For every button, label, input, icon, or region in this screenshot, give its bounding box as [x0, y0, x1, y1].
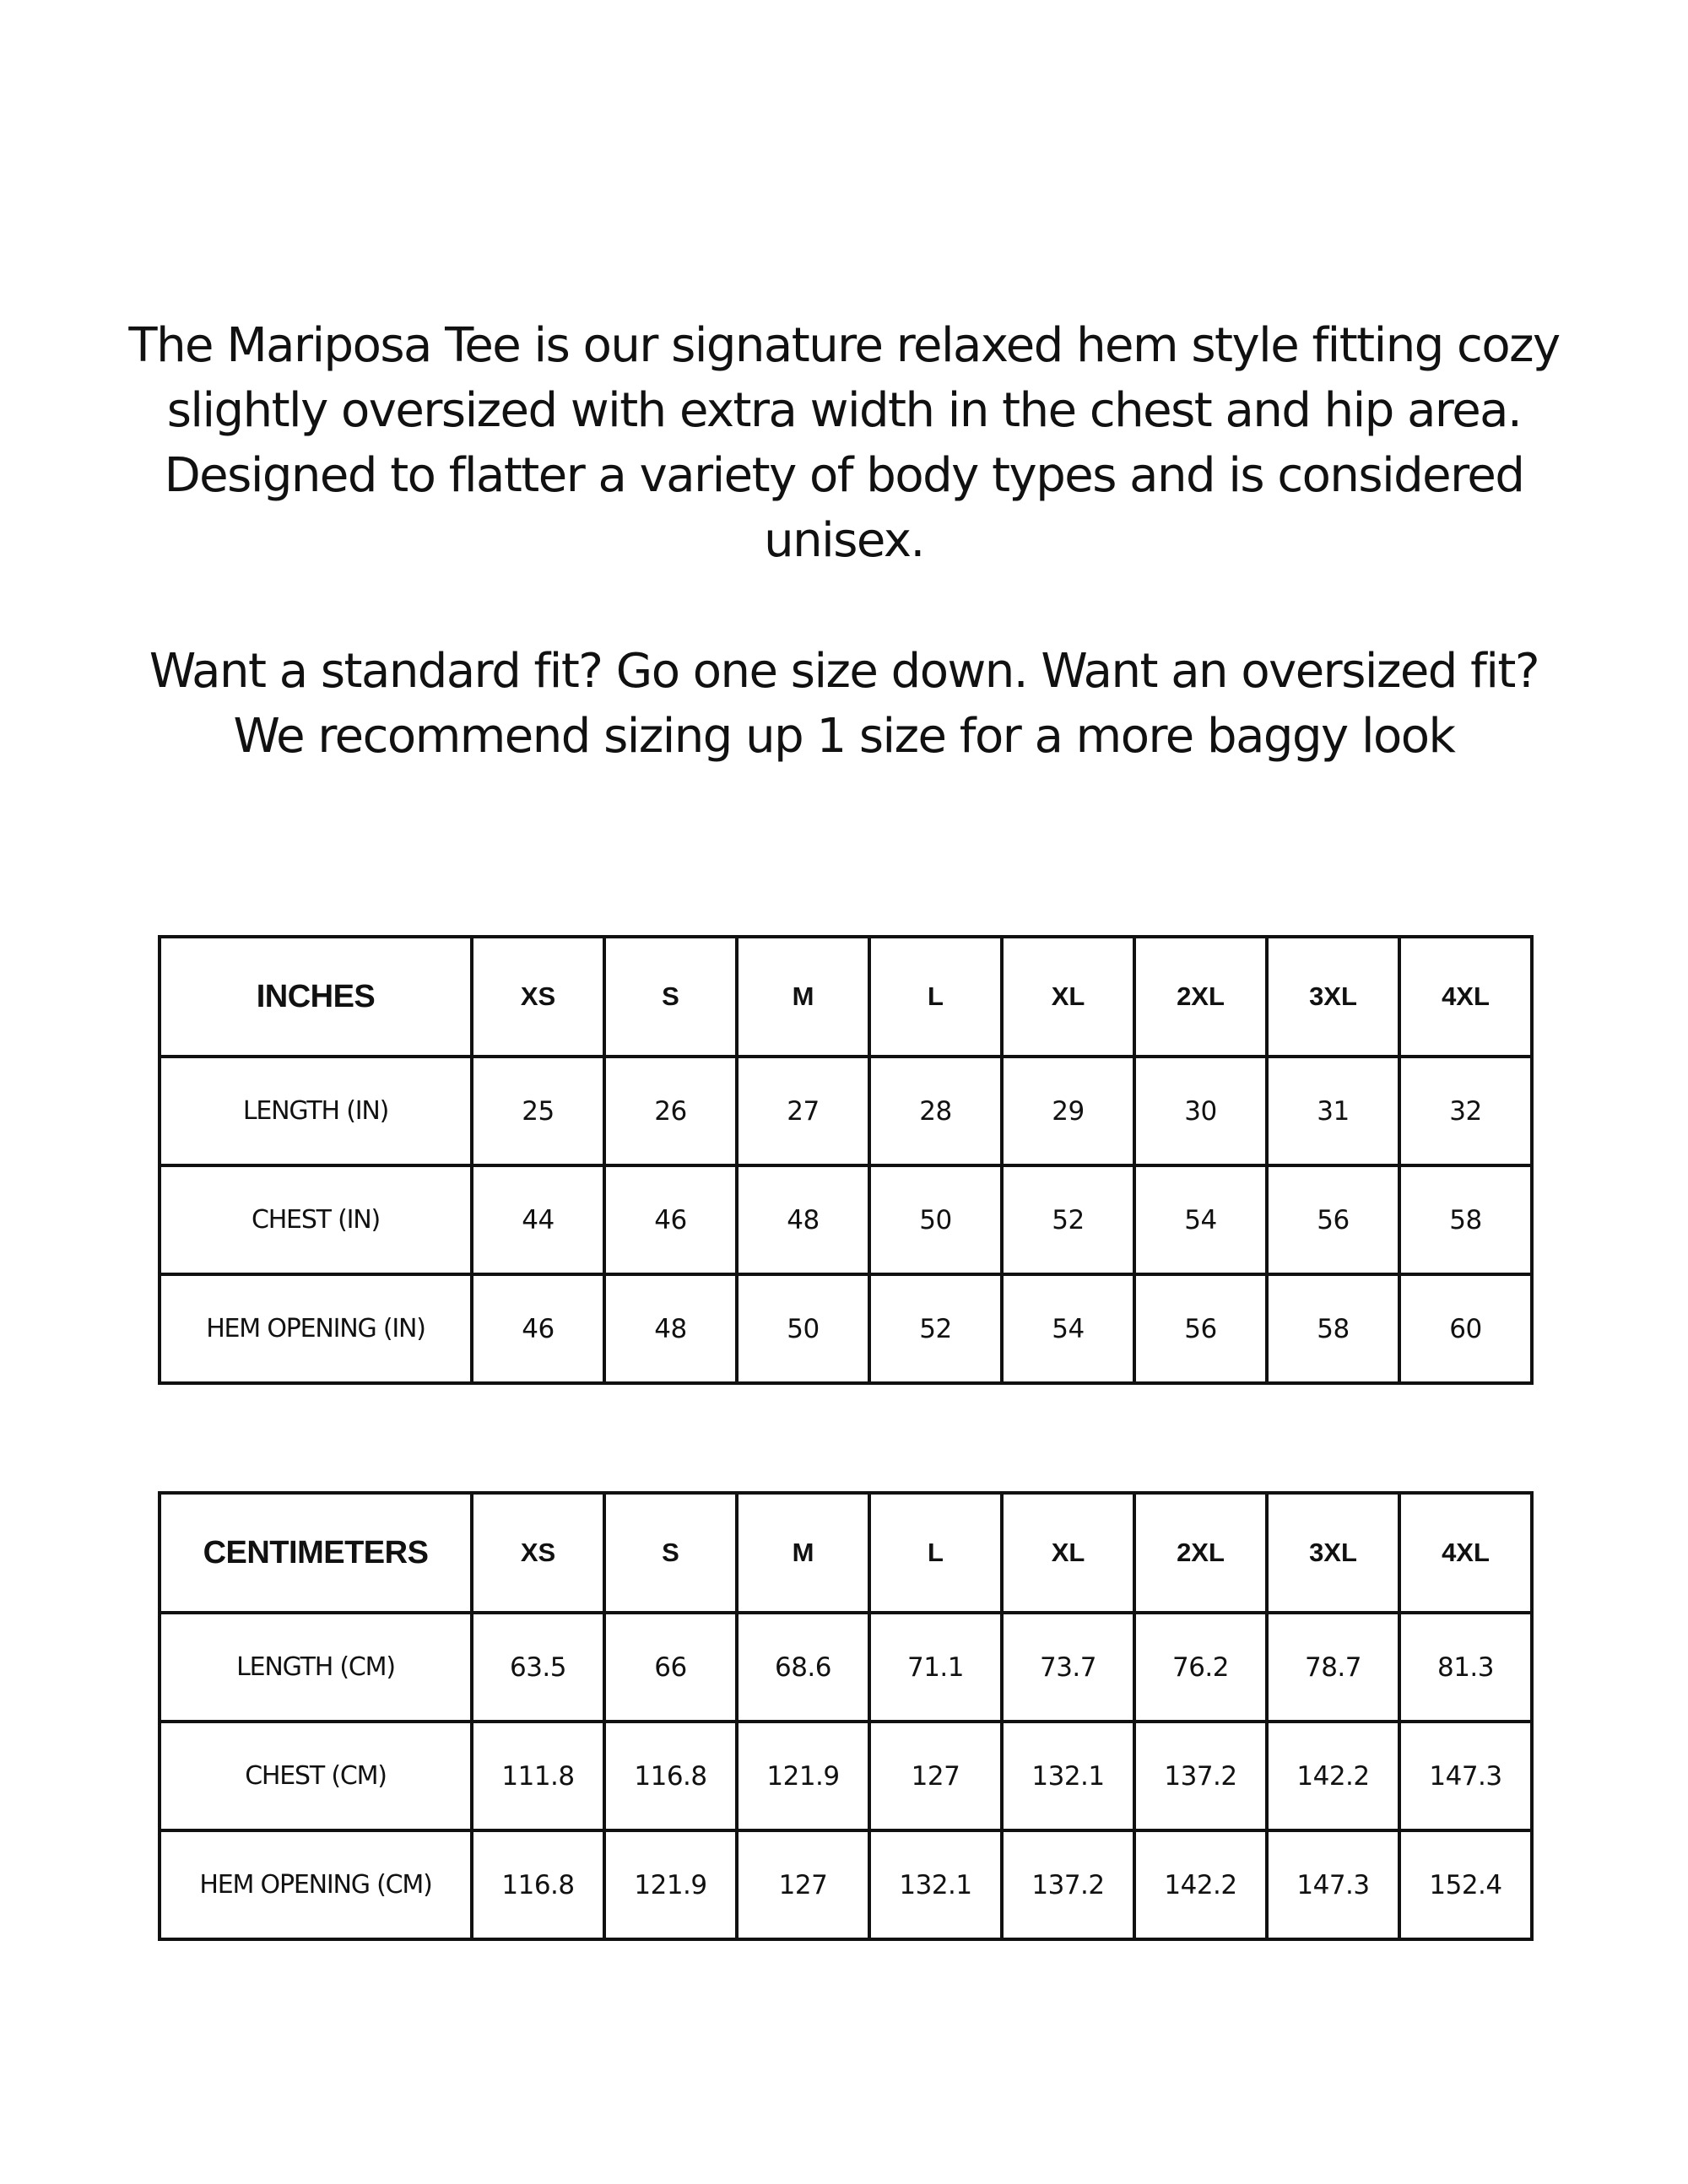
table-cell: 44	[472, 1165, 604, 1274]
table-cell: 147.3	[1267, 1830, 1399, 1939]
size-chart-inches	[158, 935, 1534, 1385]
table-cell: 121.9	[737, 1722, 869, 1830]
table-cell: 71.1	[869, 1613, 1002, 1722]
table-header-row	[160, 1493, 1532, 1613]
table-cell: 30	[1134, 1057, 1267, 1165]
table-cell: 116.8	[472, 1830, 604, 1939]
size-header: L	[869, 1493, 1002, 1613]
table-cell: 27	[737, 1057, 869, 1165]
intro-paragraph-fit-description: The Mariposa Tee is our signature relaxed hem style fitting cozy slightly oversized with extra width in the chest and hip area. Designed to flatter a variety of body types and is considered unisex.	[128, 318, 1560, 568]
row-label: LENGTH (CM)	[160, 1613, 472, 1722]
table-row	[160, 1722, 1532, 1830]
table-cell: 63.5	[472, 1613, 604, 1722]
size-header: XS	[472, 1493, 604, 1613]
table-cell: 56	[1267, 1165, 1399, 1274]
table-cell: 147.3	[1399, 1722, 1532, 1830]
table-cell: 127	[869, 1722, 1002, 1830]
table-cell: 58	[1399, 1165, 1532, 1274]
table-cell: 142.2	[1267, 1722, 1399, 1830]
table-cell: 68.6	[737, 1613, 869, 1722]
table-cell: 66	[604, 1613, 737, 1722]
row-label: CHEST (IN)	[160, 1165, 472, 1274]
size-header: L	[869, 937, 1002, 1057]
size-header: XS	[472, 937, 604, 1057]
table-cell: 48	[604, 1274, 737, 1383]
row-label: LENGTH (IN)	[160, 1057, 472, 1165]
size-header: M	[737, 1493, 869, 1613]
table-cell: 60	[1399, 1274, 1532, 1383]
table-cell: 48	[737, 1165, 869, 1274]
table-cell: 46	[472, 1274, 604, 1383]
table-cell: 54	[1002, 1274, 1134, 1383]
table-row	[160, 1057, 1532, 1165]
table-cell: 132.1	[869, 1830, 1002, 1939]
size-header: 2XL	[1134, 937, 1267, 1057]
size-header: 2XL	[1134, 1493, 1267, 1613]
row-label: HEM OPENING (IN)	[160, 1274, 472, 1383]
table-cell: 152.4	[1399, 1830, 1532, 1939]
size-header: XL	[1002, 937, 1134, 1057]
table-cell: 28	[869, 1057, 1002, 1165]
table-cell: 52	[869, 1274, 1002, 1383]
table-cell: 116.8	[604, 1722, 737, 1830]
table-cell: 46	[604, 1165, 737, 1274]
row-label: HEM OPENING (CM)	[160, 1830, 472, 1939]
table-cell: 73.7	[1002, 1613, 1134, 1722]
table-cell: 137.2	[1134, 1722, 1267, 1830]
table-header-row	[160, 937, 1532, 1057]
table-cell: 56	[1134, 1274, 1267, 1383]
table-cell: 58	[1267, 1274, 1399, 1383]
table-row	[160, 1830, 1532, 1939]
table-cell: 127	[737, 1830, 869, 1939]
size-header: 3XL	[1267, 937, 1399, 1057]
table-cell: 137.2	[1002, 1830, 1134, 1939]
table-cell: 142.2	[1134, 1830, 1267, 1939]
table-cell: 26	[604, 1057, 737, 1165]
table-cell: 52	[1002, 1165, 1134, 1274]
table-cell: 31	[1267, 1057, 1399, 1165]
size-header: S	[604, 1493, 737, 1613]
table-cell: 50	[737, 1274, 869, 1383]
size-header: XL	[1002, 1493, 1134, 1613]
table-row	[160, 1165, 1532, 1274]
table-cell: 81.3	[1399, 1613, 1532, 1722]
unit-label: CENTIMETERS	[160, 1493, 472, 1613]
table-row	[160, 1274, 1532, 1383]
table-cell: 111.8	[472, 1722, 604, 1830]
table-cell: 54	[1134, 1165, 1267, 1274]
table-cell: 132.1	[1002, 1722, 1134, 1830]
table-cell: 50	[869, 1165, 1002, 1274]
size-header: 4XL	[1399, 937, 1532, 1057]
size-header: M	[737, 937, 869, 1057]
size-header: S	[604, 937, 737, 1057]
table-cell: 76.2	[1134, 1613, 1267, 1722]
size-header: 4XL	[1399, 1493, 1532, 1613]
table-cell: 25	[472, 1057, 604, 1165]
size-header: 3XL	[1267, 1493, 1399, 1613]
row-label: CHEST (CM)	[160, 1722, 472, 1830]
table-cell: 78.7	[1267, 1613, 1399, 1722]
table-cell: 32	[1399, 1057, 1532, 1165]
table-cell: 29	[1002, 1057, 1134, 1165]
intro-paragraph-sizing-advice: Want a standard fit? Go one size down. Want an oversized fit? We recommend sizing up 1 size for a more baggy look	[149, 644, 1539, 764]
table-cell: 121.9	[604, 1830, 737, 1939]
unit-label: INCHES	[160, 937, 472, 1057]
table-row	[160, 1613, 1532, 1722]
size-chart-centimeters	[158, 1491, 1534, 1941]
